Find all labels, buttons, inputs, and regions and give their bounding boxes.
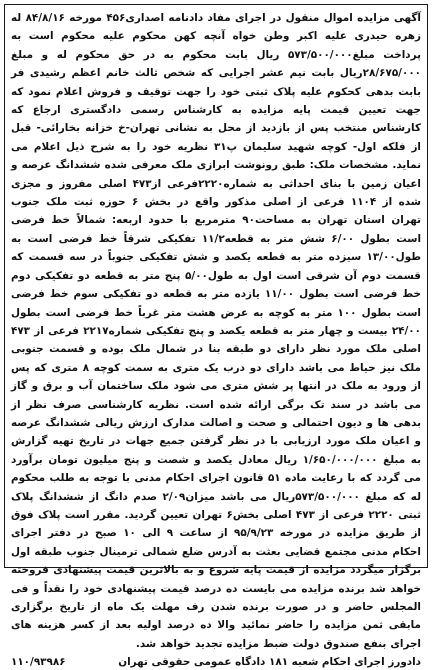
legal-notice: [4, 4, 428, 669]
notice-code: ۱۱۰/۹۳۹۸۶: [11, 656, 66, 669]
notice-body-text: آگهی مزایده اموال منقول در اجرای مفاد دادنامه اصداری۴۵۶ مورخه ۸۴/۸/۱۶ له زهره حیدری علیه اکبر وطن خواه آنچه کهن محکوم علیه محکوم است به پرداخت مبلغ۵۷۳/۵۰۰/۰۰۰ ریال بابت محکوم به در حق محکوم له و مبلغ ۲۸/۶۷۵/۰۰۰ریال بابت نیم عشر اجرایی که شخص ثالث خانم اعظم رشیدی فر بابت بدهی کحکوم علیه پلاک ثبتی خود را جهت توقیف و فروش اعلام نمود که جهت تعیین قیمت پایه مزایده به کارشناس رسمی دادگستری ارجاع که کارشناس منتخب پس از بازدید از محل به نشانی تهران-خ خزانه بخارائی- قبل از فلکه اول- کوچه شهید سلیمان پ۳۱ نظریه خود را به شرح ذیل اعلام می نماید. مشخصات ملک: طبق رونوشت ابرازی ملک معرفی شده ششدانگ عرصه و اعیان زمین با بنای احداثی به شماره۲۲۲۰فرعی از۴۷۳ اصلی مفروز و مجزی شده از ۱۱۰۴ فرعی از اصلی مذکور واقع در بخش ۶ حوزه ثبت ملک جنوب تهران استان تهران به مساحت۹۰ مترمربع با حدود اربعه: شمالاً خط فرضی است بطول ۶/۰۰ شش متر به قطعه۱۱/۲ تفکیکی شرقاً خط فرضی است به طول۱۳/۰۰ سیزده متر به قطعه یکصد و شش تفکیکی جنوباً در سه قسمت که قسمت دوم آن شرقی است اول به طول۵/۰۰ پنج متر به قطعه دو تفکیکی دوم خط فرضی است بطول ۱۱/۰۰ یازده متر به قطعه دو تفکیکی سوم خط فرضی است بطول ۱۰۰ متر به کوچه به عرض هشت متر غرباً خط فرضی است بطول ۲۴/۰۰ بیست و چهار متر به قطعه یکصد و پنج تفکیکی شماره۲۲۱۷ فرعی از ۴۷۳ اصلی ملک مورد نظر دارای دو طبقه بنا در شمال ملک بوده و قسمت جنوبی ملک نیز حیاط می باشد دارای دو درب یک متری به سمت کوچه ۸ متری که پس از ورود به ملک در انتها پر شش متری می شود ملک ساختمان آب و برق و گاز می باشد در سند تک برگی ارائه شده است. نظریه کارشناسی صرف نظر از بدهی ها و دیون احتمالی و صحت و اصالت مدارک ارزش ریالی ششدانگ عرصه و اعیان ملک مورد ارزیابی با در نظر گرفتن جمیع جهات در تاریخ تهیه گزارش به مبلغ ۱/۶۵۰/۰۰۰/۰۰۰ ریال معادل یکصد و شصت و پنج میلیون تومان برآورد می گردد که با رعایت ماده ۵۱ قانون اجرای احکام مدنی با توجه به طلب محکوم له که مبلغ ۵۷۳/۵۰۰/۰۰۰ریال می باشد میزان۲/۰۹ صدم دانگ از ششدانگ پلاک ثبتی ۲۲۲۰ فرعی از ۴۷۳ اصلی بخش۶ تهران تعیین گردید. مقرر است پلاک فوق از طریق مزایده در مورخه ۹۵/۹/۲۳ از ساعت ۹ الی ۱۰ صبح در دفتر اجرای احکام مدنی مجتمع قضایی بعثت به آدرس ضلع شمالی ترمینال جنوب طبقه اول برگزار میگردد مزایده از قیمت پایه شروع و به بالاترین قیمت پیشنهادی فروخته خواهد شد برنده مزایده می بایست ده درصد قیمت پیشنهادی خود را نقداً و فی المجلس حاضر و در صورت برنده شدن رف مهلت یک ماه از تاریخ برگزاری مابقی ثمن مزایده را حاضر نمائید والا ده درصد اولیه بعد از کسر هزینه های اجرای بنفع صندوق دولت ضبط مزایده تجدید خواهد شد.: [11, 12, 422, 650]
notice-footer: [11, 654, 421, 670]
notice-signature: دادورز اجرای احکام شعبه ۱۸۱ دادگاه عمومی حقوقی تهران: [118, 656, 421, 669]
